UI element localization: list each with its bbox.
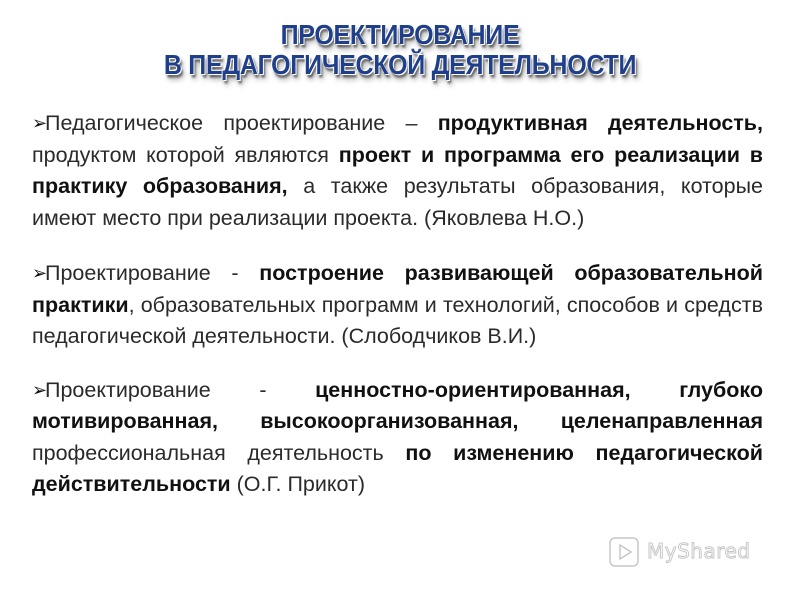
paragraph-2 [32,258,763,353]
arrow-bullet-icon: ➢ [32,113,48,133]
paragraph-3-bold-1: ценностно-ориентированная, глубоко мотивированная, высокоорганизованная, целенаправленная [32,377,763,433]
paragraph-1-text-2: продуктом которой являются [32,142,339,167]
paragraph-3-text-2: профессиональная деятельность [32,440,406,465]
slide-title-line-1: ПРОЕКТИРОВАНИЕ [280,19,520,51]
paragraph-1-bold-1: продуктивная деятельность, [437,111,763,135]
paragraph-3-text-3: (О.Г. Прикот) [230,472,366,496]
paragraph-1-bold-2: проект и программа его реализации в практику образования, [32,142,763,198]
paragraph-1-text-1: Педагогическое проектирование – [45,111,438,135]
slide-title-line-2: В ПЕДАГОГИЧЕСКОЙ ДЕЯТЕЛЬНОСТИ [163,49,637,81]
play-logo-icon [607,535,643,569]
paragraph-2-bold-1: построение развивающей образовательной практики [32,261,763,317]
watermark [607,535,767,569]
slide-body [32,108,763,525]
paragraph-1 [32,108,763,234]
slide-title [0,20,800,80]
paragraph-2-text-2: , образовательных программ и технологий, способов и средств педагогической деятельности. (Слободчиков В.И.) [32,292,763,348]
arrow-bullet-icon: ➢ [32,263,48,283]
paragraph-3-text-1: Проектирование - [45,377,316,402]
paragraph-3 [32,375,763,501]
paragraph-2-text-1: Проектирование - [45,261,260,285]
paragraph-1-text-3: а также результаты образования, которые имеют место при реализации проекта. (Яковлева Н.О.) [32,174,763,230]
arrow-bullet-icon: ➢ [32,379,48,400]
paragraph-3-bold-2: по изменению педагогической действительности [32,440,763,496]
watermark-text: MyShared [647,539,751,563]
